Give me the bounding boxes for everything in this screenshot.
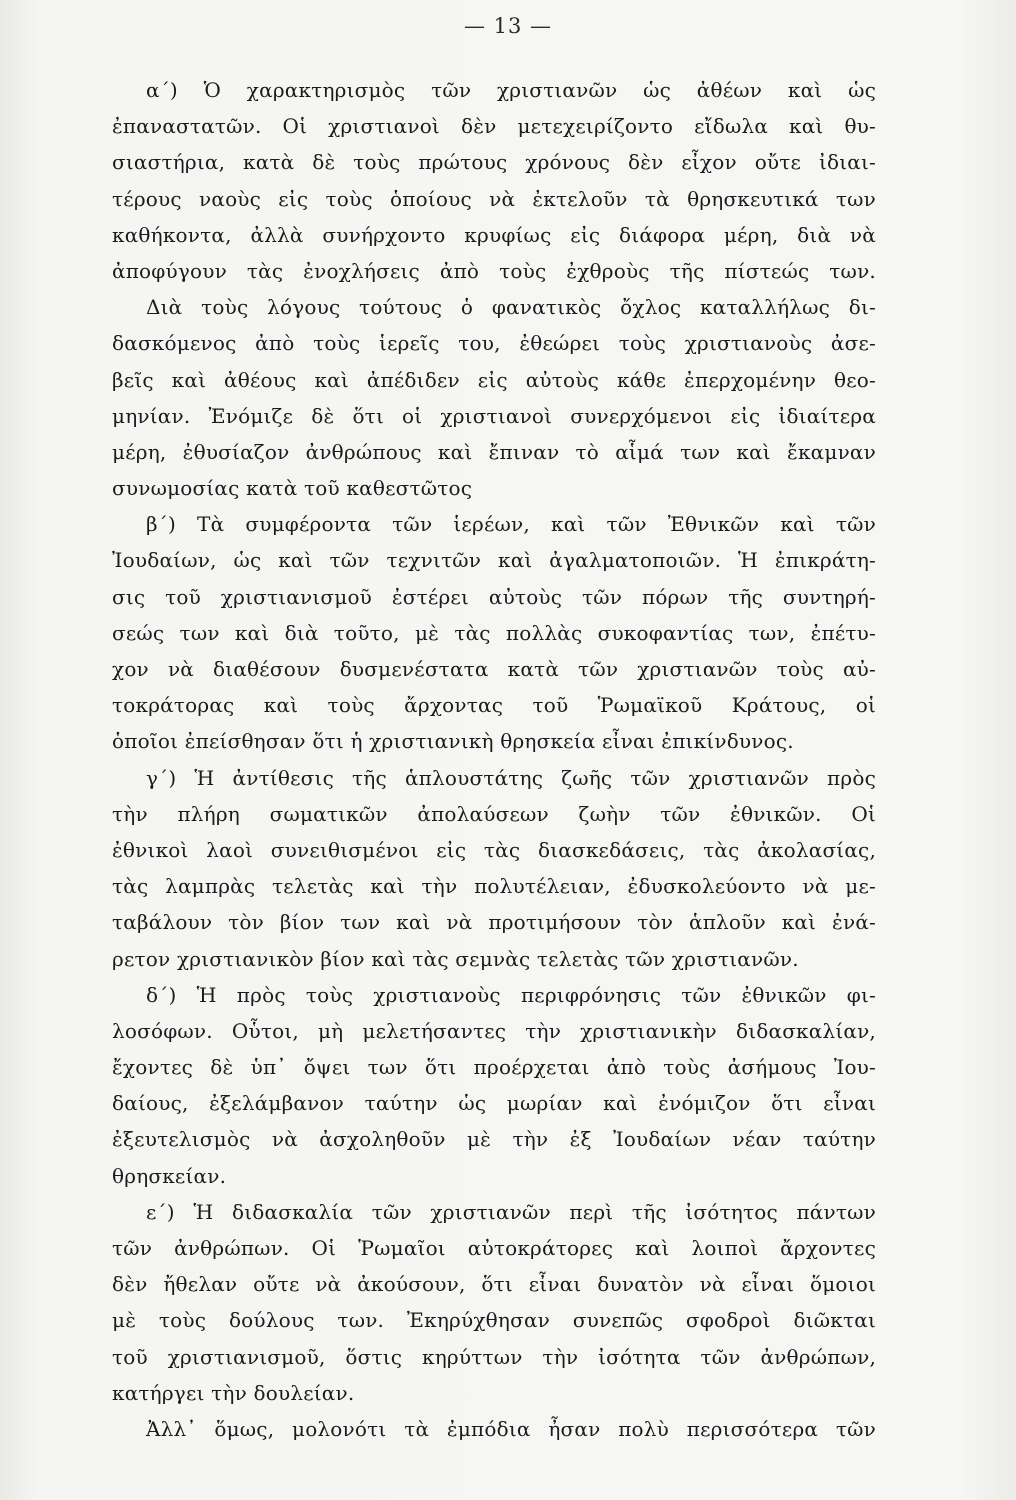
text-line: τοκράτορας καὶ τοὺς ἄρχοντας τοῦ Ῥωμαϊκοῦ Κράτους, οἱ <box>112 693 876 718</box>
text-line: ἐπαναστατῶν. Οἱ χριστιανοὶ δὲν μετεχειρίζοντο εἴδωλα καὶ θυ- <box>112 114 876 139</box>
paragraph-first-line: δ΄) Ἡ πρὸς τοὺς χριστιανοὺς περιφρόνησις τῶν ἐθνικῶν φι- <box>146 982 876 1007</box>
text-line: τὰς λαμπρὰς τελετὰς καὶ τὴν πολυτέλειαν, ἐδυσκολεύοντο νὰ με- <box>112 874 876 899</box>
text-line: καθήκοντα, ἀλλὰ συνήρχοντο κρυφίως εἰς διάφορα μέρη, διὰ νὰ <box>112 222 876 247</box>
text-line: βεῖς καὶ ἀθέους καὶ ἀπέδιδεν εἰς αὐτοὺς κάθε ἐπερχομένην θεο- <box>112 367 876 392</box>
text-line: ὁποῖοι ἐπείσθησαν ὅτι ἡ χριστιανικὴ θρησκεία εἶναι ἐπικίνδυνος. <box>112 729 794 754</box>
paragraph-first-line: γ΄) Ἡ ἀντίθεσις τῆς ἁπλουστάτης ζωῆς τῶν χριστιανῶν πρὸς <box>146 765 876 790</box>
paragraph-first-line: β΄) Τὰ συμφέροντα τῶν ἱερέων, καὶ τῶν Ἐθνικῶν καὶ τῶν <box>146 512 876 537</box>
text-line: τῶν ἀνθρώπων. Οἱ Ῥωμαῖοι αὐτοκράτορες καὶ λοιποὶ ἄρχοντες <box>112 1236 876 1260</box>
page-number: — 13 — <box>463 14 553 38</box>
text-line: δαίους, ἐξελάμβανον ταύτην ὡς μωρίαν καὶ ἐνόμιζον ὅτι εἶναι <box>112 1091 876 1116</box>
text-line: σις τοῦ χριστιανισμοῦ ἐστέρει αὐτοὺς τῶν πόρων τῆς συντηρή- <box>112 584 876 609</box>
text-line: θρησκείαν. <box>112 1163 227 1188</box>
paragraph-first-line: Ἀλλ᾿ ὅμως, μολονότι τὰ ἐμπόδια ἦσαν πολὺ περισσότερα τῶν <box>146 1416 876 1441</box>
text-line: κατήργει τὴν δουλείαν. <box>112 1380 355 1405</box>
paragraph-first-line: ε΄) Ἡ διδασκαλία τῶν χριστιανῶν περὶ τῆς ἰσότητος πάντων <box>146 1199 876 1224</box>
text-line: λοσόφων. Οὗτοι, μὴ μελετήσαντες τὴν χριστιανικὴν διδασκαλίαν, <box>112 1018 876 1043</box>
text-line: μηνίαν. Ἐνόμιζε δὲ ὅτι οἱ χριστιανοὶ συνερχόμενοι εἰς ἰδιαίτερα <box>112 403 876 428</box>
paragraph-first-line: α΄) Ὁ χαρακτηρισμὸς τῶν χριστιανῶν ὡς ἀθέων καὶ ὡς <box>146 78 876 102</box>
text-line: ρετον χριστιανικὸν βίον καὶ τὰς σεμνὰς τελετὰς τῶν χριστιανῶν. <box>112 946 799 971</box>
text-line: ταβάλουν τὸν βίον των καὶ νὰ προτιμήσουν τὸν ἁπλοῦν καὶ ἐνά- <box>112 910 876 935</box>
text-line: σεώς των καὶ διὰ τοῦτο, μὲ τὰς πολλὰς συκοφαντίας των, ἐπέτυ- <box>112 620 876 645</box>
text-line: ἐθνικοὶ λαοὶ συνειθισμένοι εἰς τὰς διασκεδάσεις, τὰς ἀκολασίας, <box>112 837 876 862</box>
text-line: μέρη, ἐθυσίαζον ἀνθρώπους καὶ ἔπιναν τὸ αἷμά των καὶ ἔκαμναν <box>112 439 876 464</box>
body-text <box>112 72 876 1447</box>
text-line: τοῦ χριστιανισμοῦ, ὅστις κηρύττων τὴν ἰσότητα τῶν ἀνθρώπων, <box>112 1344 876 1369</box>
text-line: ἀποφύγουν τὰς ἐνοχλήσεις ἀπὸ τοὺς ἐχθροὺς τῆς πίστεώς των. <box>112 258 876 283</box>
text-line: δασκόμενος ἀπὸ τοὺς ἱερεῖς του, ἐθεώρει τοὺς χριστιανοὺς ἀσε- <box>112 331 876 356</box>
text-line: σιαστήρια, κατὰ δὲ τοὺς πρώτους χρόνους δὲν εἶχον οὔτε ἰδιαι- <box>112 150 876 175</box>
text-line: ἔχοντες δὲ ὑπ᾿ ὄψει των ὅτι προέρχεται ἀπὸ τοὺς ἀσήμους Ἰου- <box>112 1055 876 1080</box>
paragraph-first-line: Διὰ τοὺς λόγους τούτους ὁ φανατικὸς ὄχλος καταλλήλως δι- <box>146 295 876 320</box>
text-line: Ἰουδαίων, ὡς καὶ τῶν τεχνιτῶν καὶ ἀγαλματοποιῶν. Ἡ ἐπικράτη- <box>112 548 876 573</box>
text-line: τέρους ναοὺς εἰς τοὺς ὁποίους νὰ ἐκτελοῦν τὰ θρησκευτικά των <box>112 186 876 211</box>
text-line: ἐξευτελισμὸς νὰ ἀσχοληθοῦν μὲ τὴν ἐξ Ἰουδαίων νέαν ταύτην <box>112 1127 876 1152</box>
text-line: συνωμοσίας κατὰ τοῦ καθεστῶτος <box>112 476 473 501</box>
text-line: μὲ τοὺς δούλους των. Ἐκηρύχθησαν συνεπῶς σφοδροὶ διῶκται <box>112 1308 876 1333</box>
text-line: τὴν πλήρη σωματικῶν ἀπολαύσεων ζωὴν τῶν ἐθνικῶν. Οἱ <box>112 801 876 826</box>
text-line: δὲν ἤθελαν οὔτε νὰ ἀκούσουν, ὅτι εἶναι δυνατὸν νὰ εἶναι ὅμοιοι <box>112 1272 876 1297</box>
text-line: χον νὰ διαθέσουν δυσμενέστατα κατὰ τῶν χριστιανῶν τοὺς αὐ- <box>112 657 876 681</box>
